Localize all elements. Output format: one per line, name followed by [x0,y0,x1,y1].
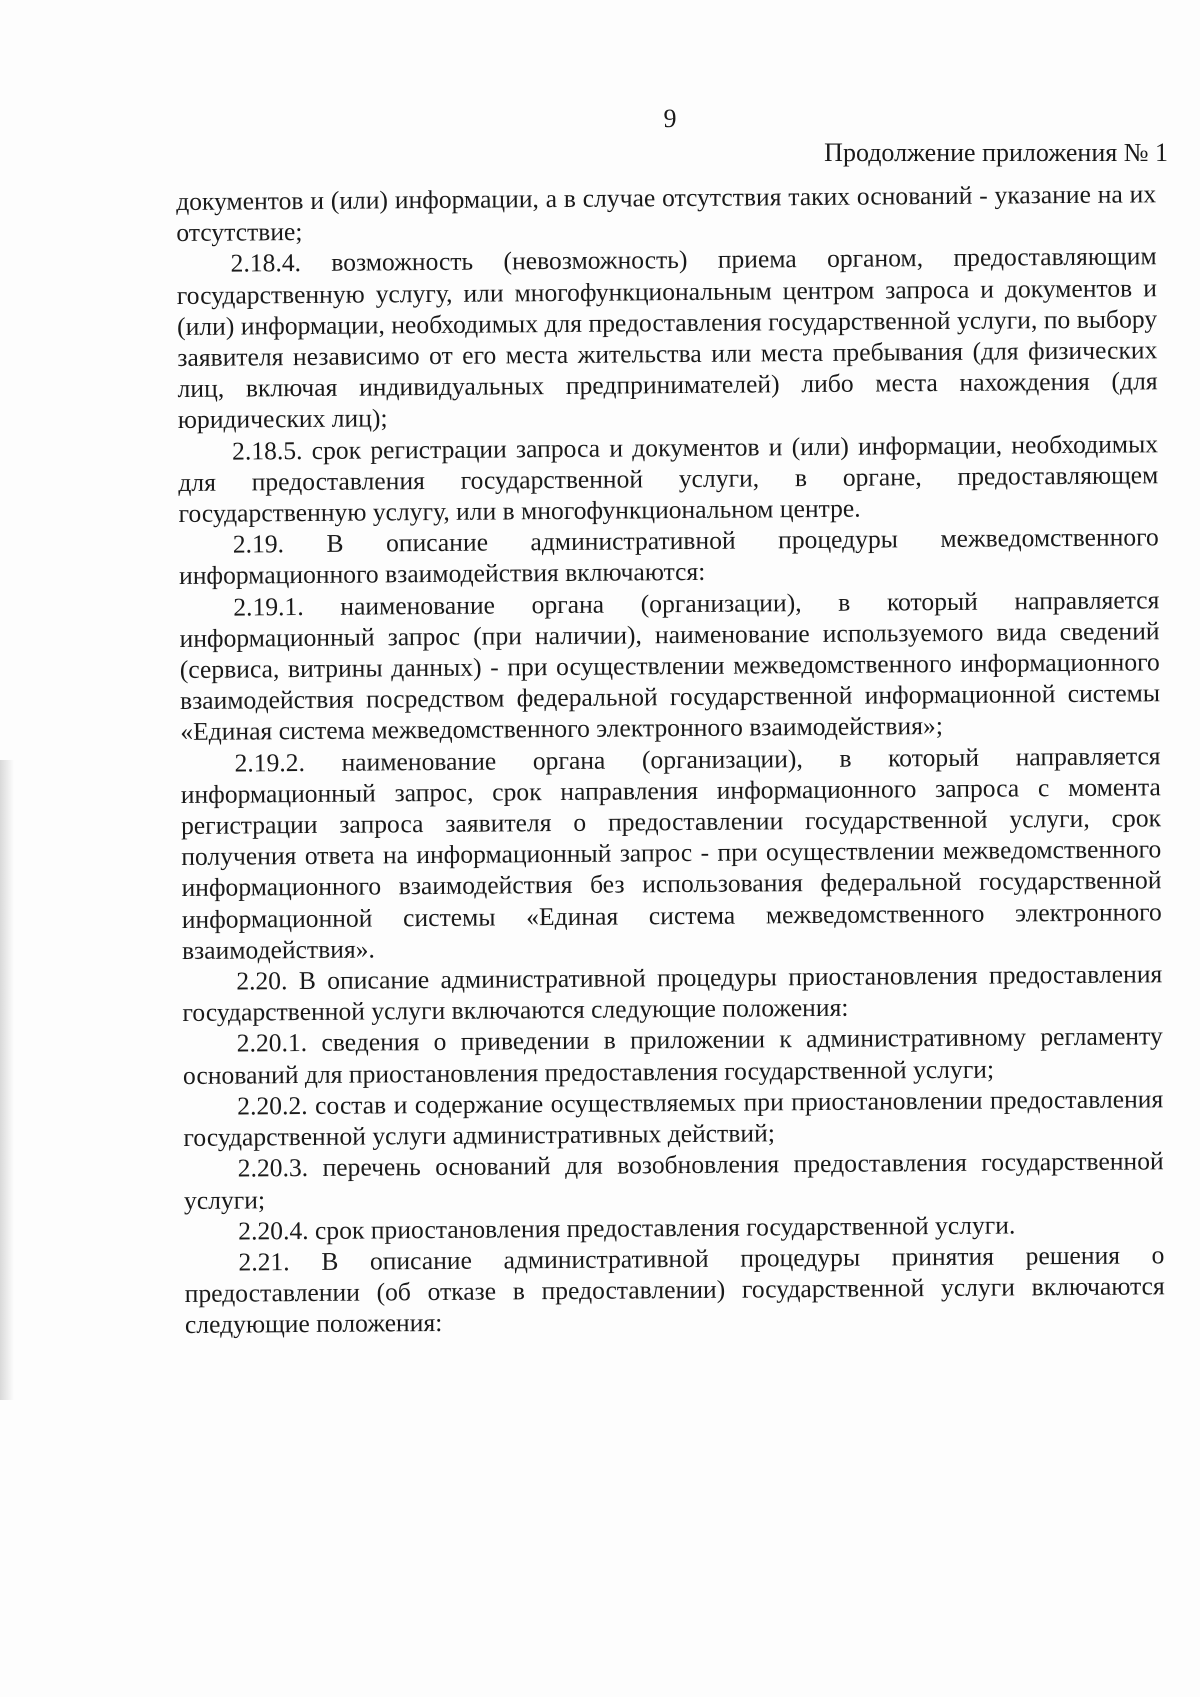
paragraph-2-21: 2.21. В описание административной процедуры принятия решения о предоставлении (об отказе в предоставлении) государственной услуги включаются следующие положения: [184,1240,1165,1340]
paragraph-2-20-1: 2.20.1. сведения о приведении в приложении к административному регламенту оснований для приостановления предоставления государственной услуги; [182,1021,1163,1090]
page-number: 9 [663,104,677,133]
paragraph-2-19-2: 2.19.2. наименование органа (организации), в который направляется информационный запрос, срок направления информационного запроса с момента регистрации запроса заявителя о предоставлении государственной услуги, срок получения ответа на информационный запрос - при осуществлении межведомственного информационного взаимодействия без использования федеральной государственной информационной системы «Единая система межведомственного электронного взаимодействия». [180,740,1162,965]
paragraph-continuation: документов и (или) информации, а в случае отсутствия таких оснований - указание на их отсутствие; [176,179,1157,248]
paragraph-2-20-3: 2.20.3. перечень оснований для возобновления предоставления государственной услуги; [183,1146,1164,1215]
document-body [176,178,1165,1340]
paragraph-2-18-4: 2.18.4. возможность (невозможность) приема органом, предоставляющим государственную услугу, или многофункциональным центром запроса и документов и (или) информации, необходимых для предоставления государственной услуги, по выбору заявителя независимо от его места жительства или места пребывания (для физических лиц, включая индивидуальных предпринимателей) либо места нахождения (для юридических лиц); [176,241,1158,435]
paragraph-2-19-1: 2.19.1. наименование органа (организации), в который направляется информационный запрос (при наличии), наименование используемого вида сведений (сервиса, витрины данных) - при осуществлении межведомственного информационного взаимодействия посредством федеральной государственной информационной системы «Единая система межведомственного электронного взаимодействия»; [179,584,1161,747]
paragraph-2-20-4: 2.20.4. срок приостановления предоставления государственной услуги. [238,1210,1016,1246]
scan-shadow-edge [0,760,14,1400]
appendix-continuation-label: Продолжение приложения № 1 [824,138,1168,167]
paragraph-2-19: 2.19. В описание административной процедуры межведомственного информационного взаимодействия включаются: [178,522,1159,591]
paragraph-2-20: 2.20. В описание административной процедуры приостановления предоставления государственной услуги включаются следующие положения: [182,959,1163,1028]
paragraph-2-18-5: 2.18.5. срок регистрации запроса и документов и (или) информации, необходимых для предоставления государственной услуги, в органе, предоставляющем государственную услугу, или в многофункциональном центре. [178,428,1159,529]
paragraph-2-20-2: 2.20.2. состав и содержание осуществляемых при приостановлении предоставления государственной услуги административных действий; [183,1084,1164,1153]
